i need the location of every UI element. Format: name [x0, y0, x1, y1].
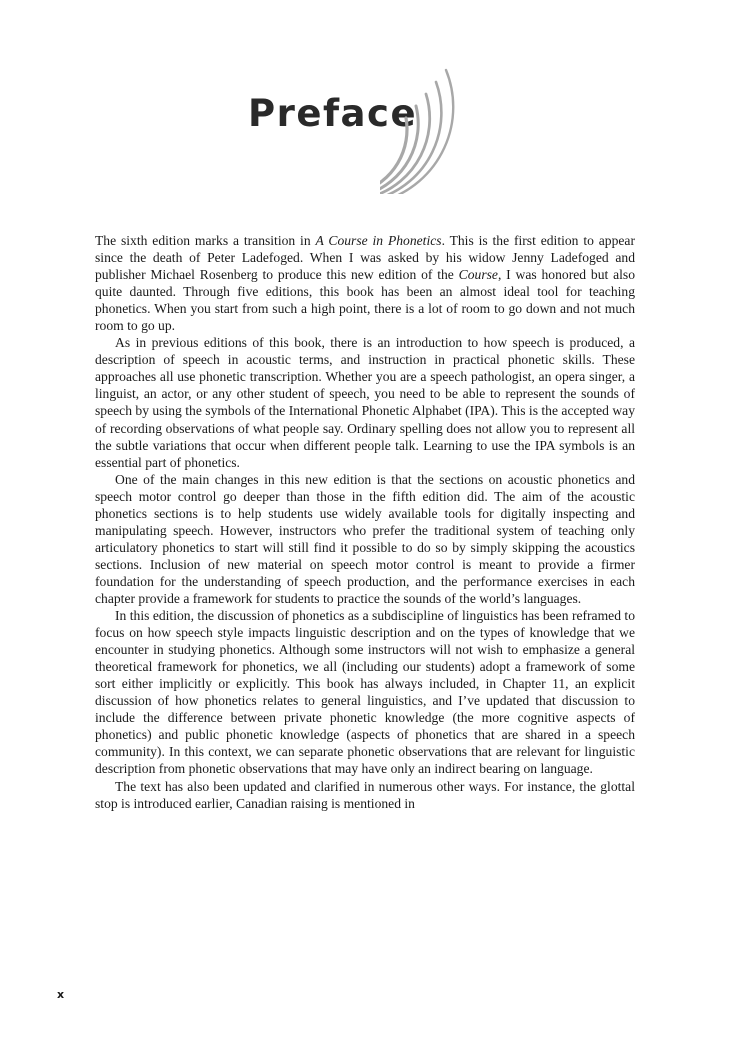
- text-run: One of the main changes in this new edition is that the sections on acoustic phonetics and speech motor control go deeper than those in the fifth edition did. The aim of the acoustic phonetics sections is to help students use widely available tools for digitally inspecting and manipulating speech. However, instructors who prefer the traditional system of teaching only articulatory phonetics to start will still find it possible to do so by simply skipping the acoustics sections. Inclusion of new material on speech motor control is meant to provide a firmer foundation for the understanding of speech production, and the performance exercises in each chapter provide a framework for students to practice the sounds of the world’s languages.: [95, 471, 635, 606]
- paragraph: [95, 607, 635, 777]
- text-run: The sixth edition marks a transition in: [95, 233, 316, 248]
- paragraph: [95, 778, 635, 812]
- italic-text: Course: [458, 267, 498, 283]
- page-title: Preface: [248, 92, 418, 135]
- sound-waves-icon: [380, 64, 480, 194]
- text-run: The text has also been updated and clarified in numerous other ways. For instance, the glottal stop is introduced earlier, Canadian raising is mentioned in: [95, 778, 635, 811]
- italic-text: A Course in Phonetics: [315, 233, 442, 248]
- preface-body: [95, 232, 635, 812]
- text-run: , I was honored but also quite daunted. Through five editions, this book has been an almost ideal tool for teaching phonetics. When you start from such a high point, there is a lot of room to go down and not much room to go up.: [95, 267, 635, 334]
- page-number: x: [57, 988, 65, 1001]
- paragraph: [95, 334, 635, 470]
- text-run: . This is the first edition to appear since the death of Peter Ladefoged. When I was asked by his widow Jenny Ladefoged and publisher Michael Rosenberg to produce this new edition of the: [95, 233, 635, 283]
- text-run: In this edition, the discussion of phonetics as a subdiscipline of linguistics has been reframed to focus on how speech style impacts linguistic description and on the types of knowledge that we encounter in studying phonetics. Although some instructors will not wish to emphasize a general theoretical framework for phonetics, we all (including our students) adopt a framework of some sort either implicitly or explicitly. This book has always included, in Chapter 11, an explicit discussion of how phonetics relates to general linguistics, and I’ve updated that discussion to include the difference between private phonetic knowledge (the more cognitive aspects of phonetics) and public phonetic knowledge (aspects of phonetics that are shared in a speech community). In this context, we can separate phonetic observations that are relevant for linguistic description from phonetic observations that may have only an indirect bearing on language.: [95, 608, 635, 777]
- text-run: As in previous editions of this book, there is an introduction to how speech is produced, a description of speech in acoustic terms, and instruction in practical phonetic skills. These approaches all use phonetic transcription. Whether you are a speech pathologist, an opera singer, a linguist, an actor, or any other student of speech, you need to be able to represent the sounds of speech by using the symbols of the International Phonetic Alphabet (IPA). This is the accepted way of recording observations of what people say. Ordinary spelling does not allow you to represent all the subtle variations that occur when different people talk. Learning to use the IPA symbols is an essential part of phonetics.: [95, 335, 635, 470]
- paragraph: [95, 471, 635, 607]
- paragraph: [95, 232, 635, 334]
